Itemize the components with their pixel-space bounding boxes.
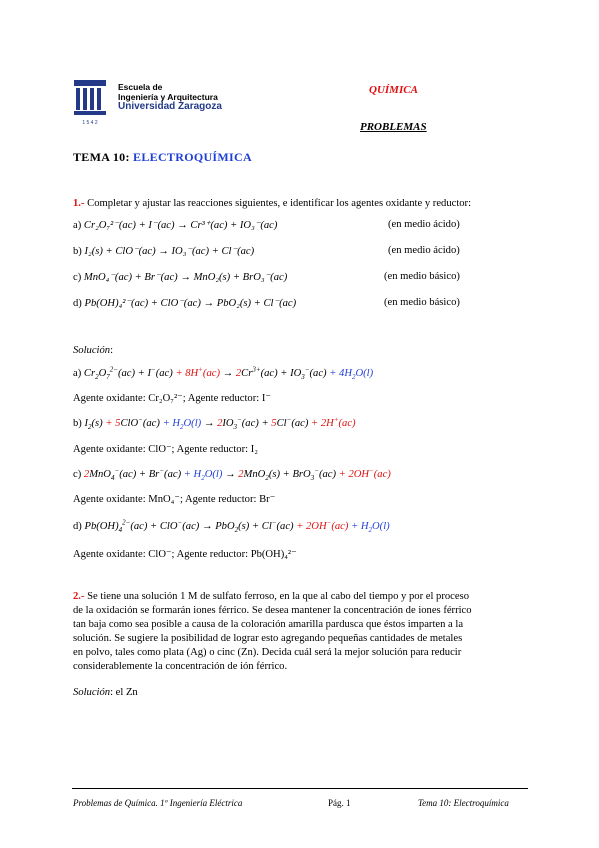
medium-a: (en medio ácido) <box>388 219 460 230</box>
subject-title: QUÍMICA <box>369 84 418 96</box>
solution-b-equation: b) $I_2(s) + 5ClO^-(ac) + H_2O(l) \to 2IO_3^-(ac) + 5Cl^-(ac) + 2H^+(ac)$ <box>73 415 356 432</box>
medium-c: (en medio básico) <box>384 271 460 282</box>
solution-a-equation: a) $Cr_2O_7^{2-}(ac) + I^-(ac) + 8H^+(ac) \to 2Cr^{3+}(ac) + IO_3^-(ac) + 4H_2O(l)$ <box>73 365 374 382</box>
footer-divider <box>72 788 528 789</box>
solucion-label: Solución: <box>73 345 114 356</box>
solution-a-agents: Agente oxidante: Cr₂O₇²⁻; Agente reductor: I⁻ <box>73 393 271 404</box>
university-logo-icon <box>72 80 108 126</box>
solution-c-agents: Agente oxidante: MnO₄⁻; Agente reductor: Br⁻ <box>73 494 276 505</box>
problem-2-solution: Solución: el Zn <box>73 687 138 698</box>
problem-1-item-b: b) I₂(s) + ClO⁻(ac) → IO₃⁻(ac) + Cl⁻(ac) <box>73 246 255 257</box>
problem-1-item-c: c) MnO₄⁻(ac) + Br⁻(ac) → MnO₂(s) + BrO₃⁻(ac) <box>73 272 288 283</box>
solution-b-agents: Agente oxidante: ClO⁻; Agente reductor: I₂ <box>73 444 258 455</box>
solution-d-equation: d) $Pb(OH)_4^{2-}(ac) + ClO^-(ac) \to PbO_2(s) + Cl^-(ac) + 2OH^-(ac) + H_2O(l)$ <box>73 518 390 535</box>
solution-d-agents: Agente oxidante: ClO⁻; Agente reductor: Pb(OH)₄²⁻ <box>73 549 297 560</box>
medium-d: (en medio básico) <box>384 297 460 308</box>
problem-1-item-d: d) Pb(OH)₄²⁻(ac) + ClO⁻(ac) → PbO₂(s) + Cl⁻(ac) <box>73 298 297 309</box>
medium-b: (en medio ácido) <box>388 245 460 256</box>
problem-1-statement: 1.- Completar y ajustar las reacciones siguientes, e identificar los agentes oxidante y reductor: <box>73 198 472 209</box>
footer-right: Tema 10: Electroquímica <box>418 798 509 808</box>
problem-2-statement: 2.- Se tiene una solución 1 M de sulfato ferroso, en la que al cabo del tiempo y por el proceso de la oxidación se formarán iones férrico. Se desea mantener la concentración de iones férrico tan baja como sea posible a causa de la coloración amarilla pardusca que éstos imparten a la solución. Se sugiere la posibilidad de lograr esto agregando pequeñas cantidades de metales en polvo, tales como plata (Ag) o cinc (Zn). Decida cuál será la mejor solución para reducir considerablemente la concentración de ión férrico. <box>73 591 472 672</box>
section-title: PROBLEMAS <box>360 121 427 133</box>
solution-c-equation: c) $2MnO_4^-(ac) + Br^-(ac) + H_2O(l) \to 2MnO_2(s) + BrO_3^-(ac) + 2OH^-(ac)$ <box>73 466 391 483</box>
footer-page: Pág. 1 <box>328 798 351 808</box>
svg-text:1 5 4 2: 1 5 4 2 <box>82 120 98 126</box>
logo-text: Escuela de Ingeniería y Arquitectura Universidad Zaragoza <box>118 82 222 112</box>
problem-1-item-a: a) Cr₂O₇²⁻(ac) + I⁻(ac) → Cr³⁺(ac) + IO₃⁻(ac) <box>73 220 278 231</box>
tema-title: TEMA 10: ELECTROQUÍMICA <box>73 150 252 164</box>
footer-left: Problemas de Química. 1º Ingeniería Eléctrica <box>73 798 243 808</box>
